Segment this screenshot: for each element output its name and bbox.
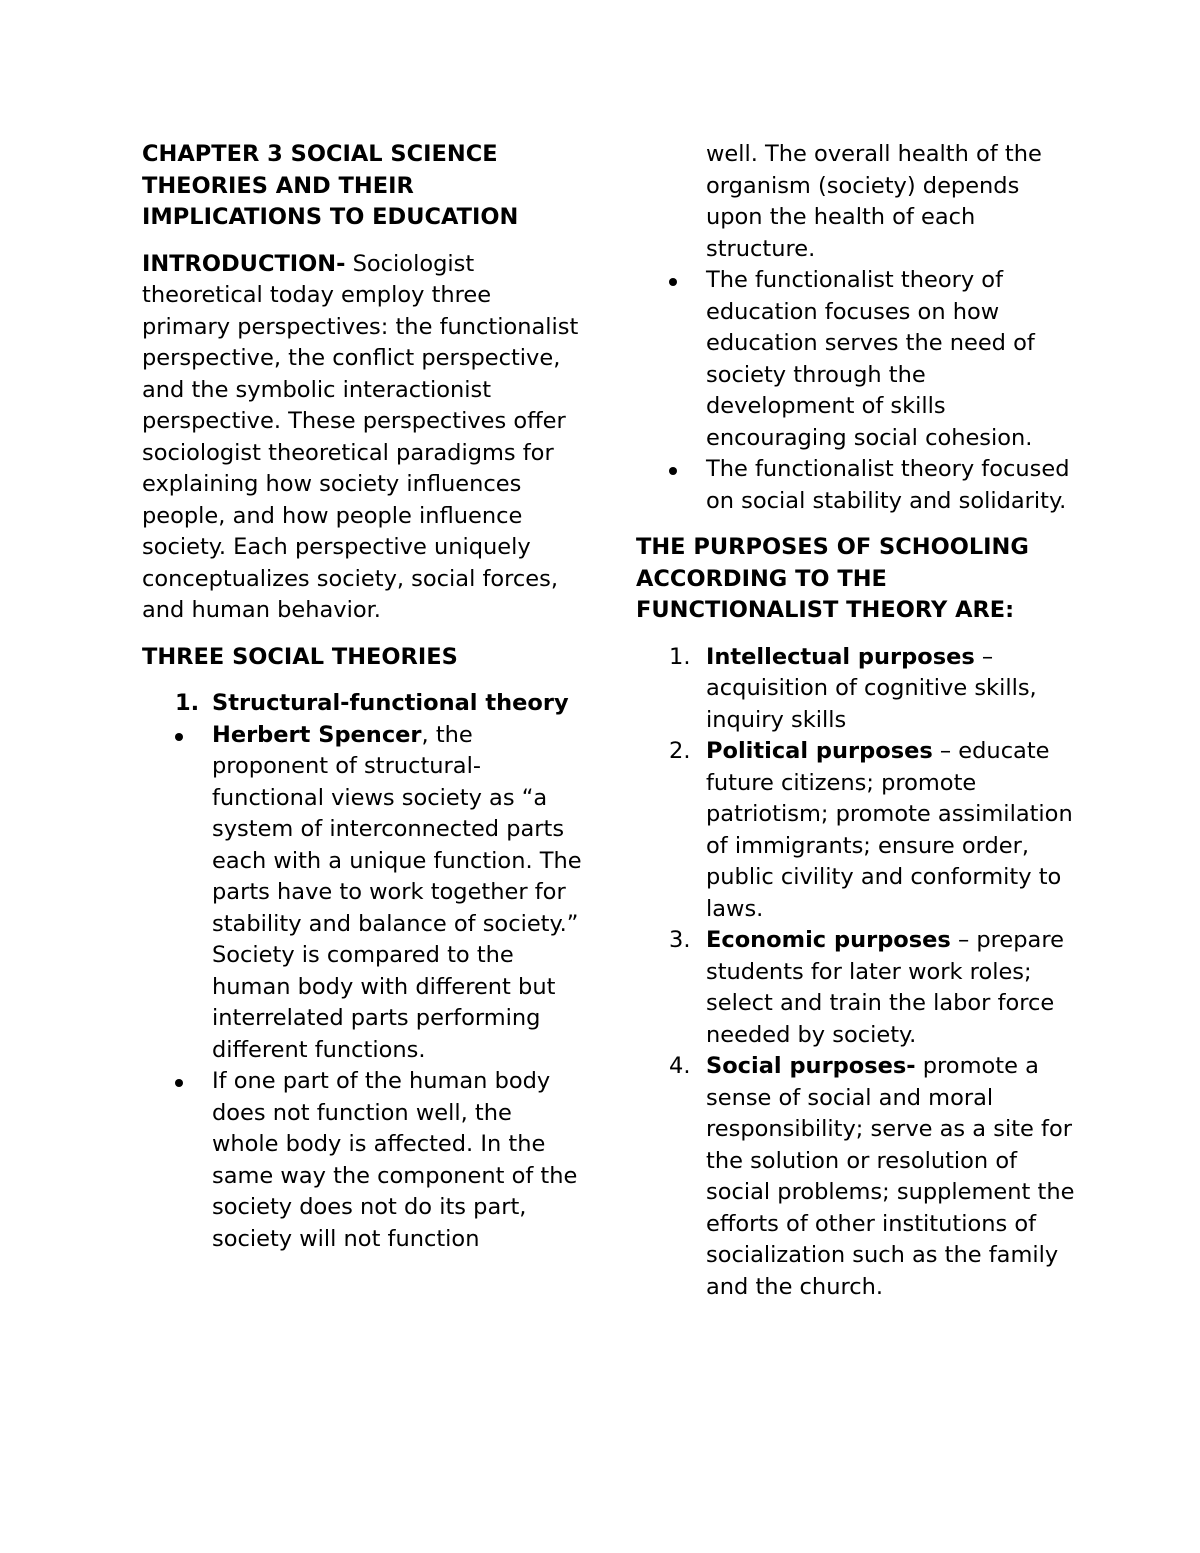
purpose-item-text: promote a sense of social and moral responsibility; serve as a site for the solution or resolution of social problems; supplement the efforts of other institutions of socialization such as the family and the church.: [706, 1053, 1075, 1300]
theory-item-1-title: Structural-functional theory: [212, 690, 569, 716]
bullet-item: [142, 1066, 582, 1255]
purposes-heading: THE PURPOSES OF SCHOOLING ACCORDING TO THE FUNCTIONALIST THEORY ARE:: [636, 534, 1029, 623]
right-column: [636, 139, 1076, 1303]
introduction-text: Sociologist theoretical today employ three primary perspectives: the functionalist perspective, the conflict perspective, and the symbolic interactionist perspective. These perspectives offer sociologist theoretical paradigms for explaining how society influences people, and how people influence society. Each perspective uniquely conceptualizes society, social forces, and human behavior.: [142, 250, 579, 623]
introduction-label: INTRODUCTION-: [142, 250, 346, 277]
purpose-item: [636, 1051, 1076, 1303]
purpose-item-number: 1.: [669, 643, 691, 670]
purpose-item-title: Social purposes-: [706, 1053, 916, 1079]
bullet-bold-text: Herbert Spencer: [212, 721, 422, 748]
purpose-item-number: 3.: [669, 927, 691, 953]
bullet-item: [636, 454, 1076, 517]
purpose-item-text: – prepare students for later work roles; select and train the labor force needed by society.: [706, 927, 1064, 1048]
purpose-item-title: Political purposes: [706, 738, 933, 764]
bullet-item: [142, 720, 582, 1067]
bullet-icon: [669, 467, 677, 475]
bullet-icon: [175, 1079, 183, 1087]
purpose-item-text: – acquisition of cognitive skills, inquiry skills: [706, 643, 1037, 733]
bullet-text: The functionalist theory focused on social stability and solidarity.: [706, 456, 1070, 514]
bullet-text: The functionalist theory of education focuses on how education serves the need of society through the development of skills encouraging social cohesion.: [706, 267, 1035, 451]
three-theories-heading: THREE SOCIAL THEORIES: [142, 643, 458, 670]
bullet-text: If one part of the human body does not function well, the whole body is affected. In the same way the component of the society does not do its part, society will not function: [212, 1068, 578, 1252]
bullet-continued-text: well. The overall health of the organism (society) depends upon the health of each structure.: [706, 141, 1042, 262]
purpose-item-number: 2.: [669, 738, 691, 764]
purpose-item: [636, 925, 1076, 1051]
bullet-icon: [669, 278, 677, 286]
purpose-item: [636, 736, 1076, 925]
bullet-text: , the proponent of structural-functional views society as “a system of interconnected parts each with a unique function. The parts have to work together for stability and balance of society.” Society is compared to the human body with different but interrelated parts performing different functions.: [212, 721, 582, 1063]
purpose-item-text: – educate future citizens; promote patriotism; promote assimilation of immigrants; ensure order, public civility and conformity to laws.: [706, 738, 1073, 922]
bullet-item: [636, 265, 1076, 454]
bullet-icon: [175, 733, 183, 741]
theory-item-1: [142, 688, 582, 720]
purpose-item-title: Intellectual purposes: [706, 643, 975, 670]
purpose-item-number: 4.: [669, 1053, 691, 1079]
chapter-title: CHAPTER 3 SOCIAL SCIENCE THEORIES AND THEIR IMPLICATIONS TO EDUCATION: [142, 141, 519, 230]
theory-item-1-number: 1.: [175, 690, 200, 716]
purpose-item-title: Economic purposes: [706, 927, 951, 953]
introduction-paragraph: [142, 249, 582, 627]
purpose-item: [636, 642, 1076, 737]
left-column: [142, 139, 582, 1255]
